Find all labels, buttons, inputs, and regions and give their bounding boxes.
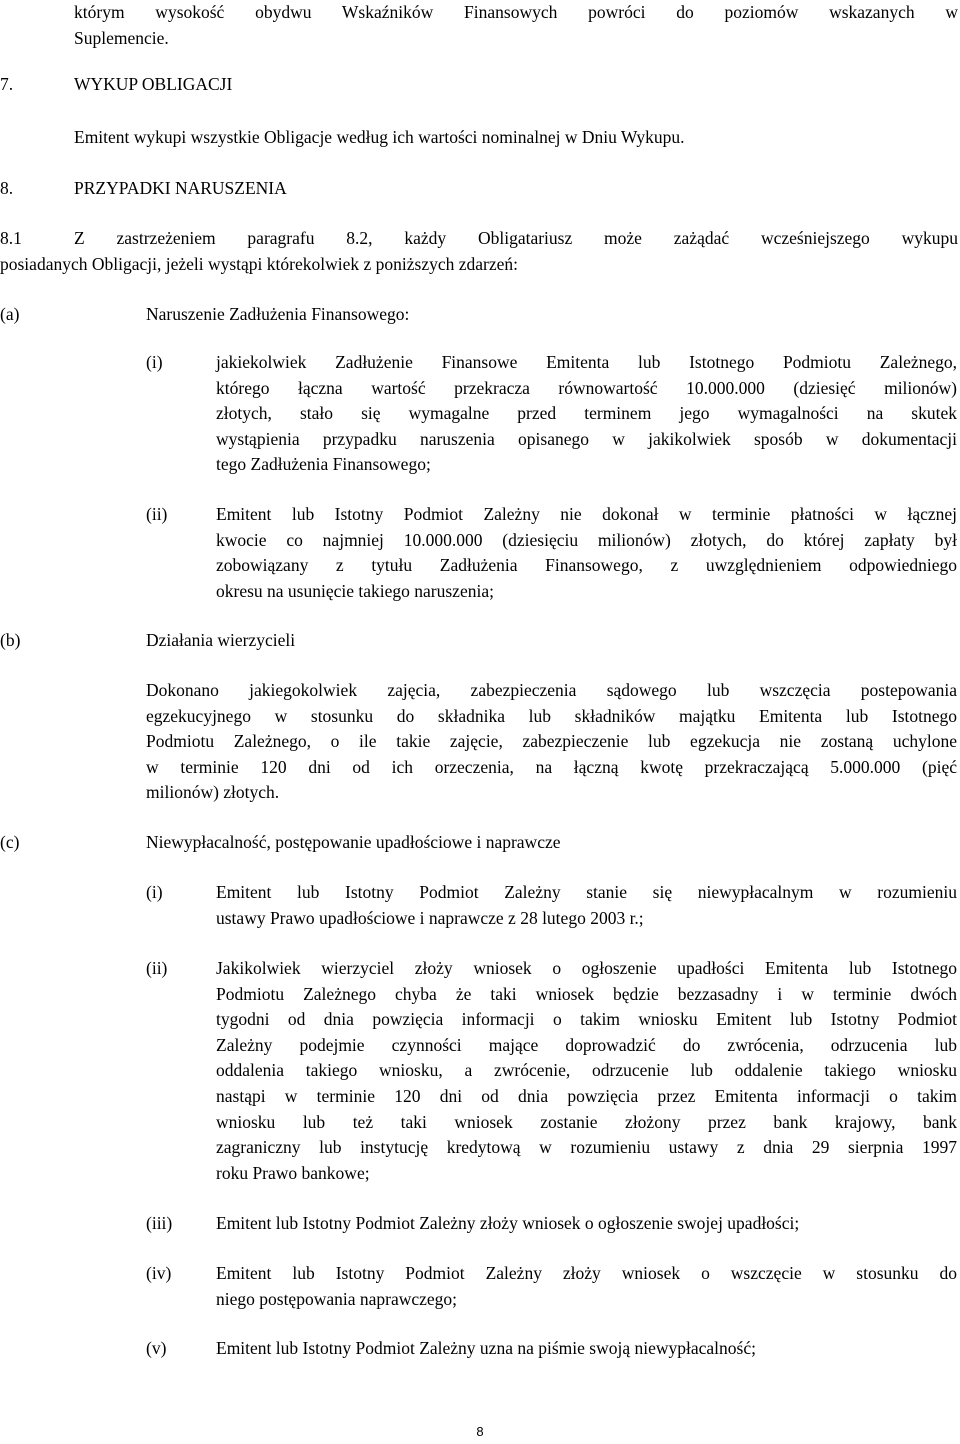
text-line: którym wysokość obydwu Wskaźników Finansowych powróci do poziomów wskazanych w (74, 2, 958, 22)
item-c-iv-label: (iv) (146, 1263, 172, 1283)
text-line: którego łączna wartość przekracza równowartość 10.000.000 (dziesięć milionów) (216, 377, 957, 398)
item-c-title: Niewypłacalność, postępowanie upadłościowe i naprawcze (146, 832, 561, 852)
section-8-number: 8. (0, 178, 14, 198)
text-line: ustawy Prawo upadłościowe i naprawcze z 28 lutego 2003 r.; (216, 907, 644, 928)
paragraph-8-1-number: 8.1 (0, 228, 22, 248)
item-c-ii-label: (ii) (146, 958, 168, 978)
section-8-title: PRZYPADKI NARUSZENIA (74, 178, 287, 198)
text-line: Emitent lub Istotny Podmiot Zależny nie dokonał w terminie płatności w łącznej (216, 504, 957, 524)
text-line: kwocie co najmniej 10.000.000 (dziesięciu milionów) złotych, do której zapłaty był (216, 529, 957, 550)
item-c-iii-text (216, 1211, 957, 1237)
text-line: wniosku lub też taki wniosek zostanie złożony przez bank krajowy, bank (216, 1111, 957, 1132)
item-a-i-text (216, 350, 957, 478)
text-line: tego Zadłużenia Finansowego; (216, 454, 431, 475)
text-line: niego postępowania naprawczego; (216, 1288, 458, 1309)
text-line: roku Prawo bankowe; (216, 1162, 370, 1183)
text-line: oddalenia takiego wniosku, a zwrócenie, odrzucenie lub oddalenie takiego wniosku (216, 1060, 957, 1081)
text-line: zagraniczny lub instytucję kredytową w rozumieniu ustawy z dnia 29 sierpnia 1997 (216, 1137, 957, 1158)
item-c-iv-text (216, 1261, 957, 1312)
item-c-label: (c) (0, 832, 20, 852)
section-7-title: WYKUP OBLIGACJI (74, 74, 233, 94)
item-b-text (146, 678, 957, 806)
text-line: w terminie 120 dni od ich orzeczenia, na łączną kwotę przekraczającą 5.000.000 (pięć (146, 756, 957, 777)
item-a-ii-label: (ii) (146, 504, 168, 524)
text-line: Emitent lub Istotny Podmiot Zależny uzna na piśmie swoją niewypłacalność; (216, 1338, 756, 1358)
item-c-i-label: (i) (146, 882, 163, 902)
text-line: Suplemencie. (74, 27, 169, 48)
text-line: złotych, stało się wymagalne przed terminem jego wymagalności na skutek (216, 403, 957, 424)
item-b-title: Działania wierzycieli (146, 630, 296, 650)
text-line: Emitent lub Istotny Podmiot Zależny złoży wniosek o ogłoszenie swojej upadłości; (216, 1213, 800, 1233)
item-c-ii-text (216, 956, 957, 1186)
text-line: Emitent lub Istotny Podmiot Zależny stanie się niewypłacalnym w rozumieniu (216, 882, 957, 902)
text-line: tygodni od dnia powzięcia informacji o takim wniosku Emitent lub Istotny Podmiot (216, 1009, 957, 1030)
text-line: egzekucyjnego w stosunku do składnika lub składników majątku Emitenta lub Istotnego (146, 705, 957, 726)
text-line: Zależny podejmie czynności mające doprowadzić do zwrócenia, odrzucenia lub (216, 1034, 957, 1055)
text-line: Z zastrzeżeniem paragrafu 8.2, każdy Obligatariusz może zażądać wcześniejszego wykupu (74, 228, 958, 248)
text-line: milionów) złotych. (146, 782, 280, 803)
text-line: Dokonano jakiegokolwiek zajęcia, zabezpieczenia sądowego lub wszczęcia postepowania (146, 680, 957, 700)
text-line: wystąpienia przypadku naruszenia opisanego w jakikolwiek sposób w dokumentacji (216, 428, 957, 449)
text-line: zobowiązany z tytułu Zadłużenia Finansowego, z uwzględnieniem odpowiedniego (216, 555, 957, 576)
section-7-number: 7. (0, 74, 14, 94)
text-line: Podmiotu Zależnego, o ile takie zajęcie, zabezpieczenie lub egzekucja nie zostaną uchylone (146, 731, 957, 752)
item-c-v-text (216, 1336, 957, 1362)
item-a-label: (a) (0, 304, 20, 324)
item-a-ii-text (216, 502, 957, 604)
page-number: 8 (476, 1424, 484, 1439)
item-a-title: Naruszenie Zadłużenia Finansowego: (146, 304, 410, 324)
text-line: okresu na usunięcie takiego naruszenia; (216, 580, 494, 601)
intro-paragraph (74, 0, 958, 51)
item-c-v-label: (v) (146, 1338, 167, 1358)
item-c-i-text (216, 880, 957, 931)
section-7-text: Emitent wykupi wszystkie Obligacje według ich wartości nominalnej w Dniu Wykupu. (74, 127, 685, 147)
paragraph-8-1 (0, 226, 958, 277)
text-line: Emitent lub Istotny Podmiot Zależny złoży wniosek o wszczęcie w stosunku do (216, 1263, 957, 1283)
text-line: posiadanych Obligacji, jeżeli wystąpi którekolwiek z poniższych zdarzeń: (0, 253, 519, 274)
text-line: Jakikolwiek wierzyciel złoży wniosek o ogłoszenie upadłości Emitenta lub Istotnego (216, 958, 957, 978)
item-c-iii-label: (iii) (146, 1213, 173, 1233)
text-line: nastąpi w terminie 120 dni od dnia powzięcia przez Emitenta informacji o takim (216, 1085, 957, 1106)
item-b-label: (b) (0, 630, 21, 650)
item-a-i-label: (i) (146, 352, 163, 372)
text-line: jakiekolwiek Zadłużenie Finansowe Emitenta lub Istotnego Podmiotu Zależnego, (216, 352, 957, 372)
text-line: Podmiotu Zależnego chyba że taki wniosek będzie bezzasadny i w terminie dwóch (216, 983, 957, 1004)
